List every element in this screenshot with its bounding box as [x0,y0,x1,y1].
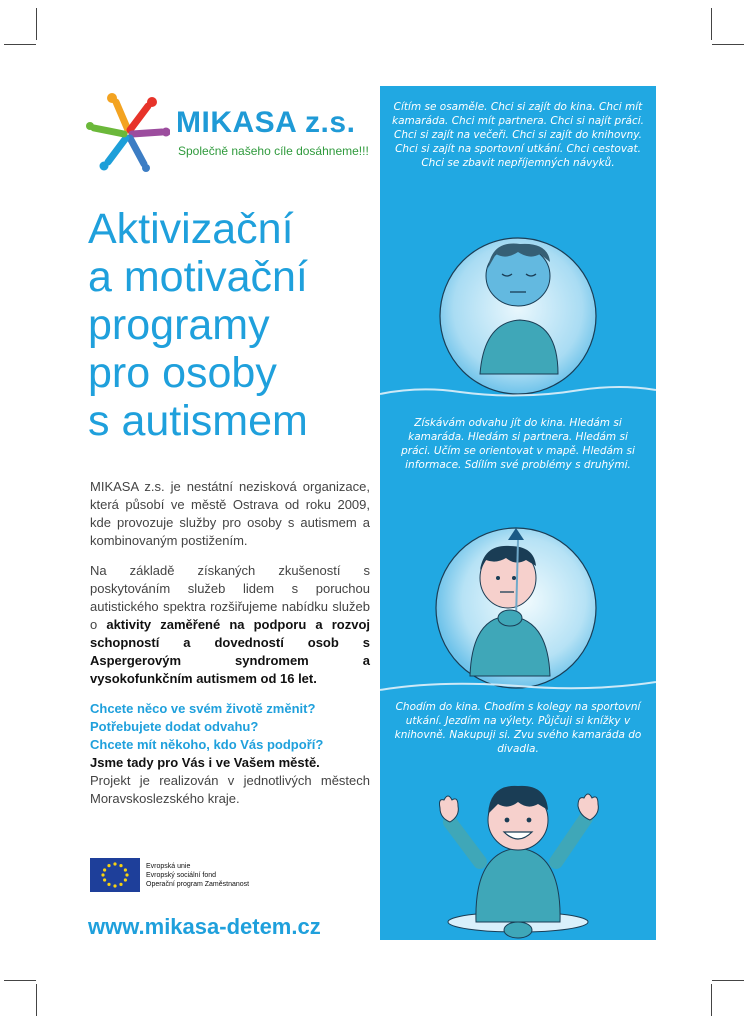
story-panel [380,86,656,940]
body-text [90,478,370,820]
mikasa-logo [86,92,386,172]
title-line: pro osoby [88,349,277,397]
happy-person-illustration [380,762,656,940]
crop-mark [36,8,37,40]
story-text-active: Chodím do kina. Chodím s kolegy na sportovní utkání. Jezdím na výlety. Půjčuji si knížky v knihovně. Nakupuji si. Zvu svého kamaráda do divadla. [394,701,642,755]
question-line: Chcete mít někoho, kdo Vás podpoří? [90,737,324,752]
crop-mark [712,980,744,981]
closing-text: Projekt je realizován v jednotlivých městech Moravskoslezského kraje. [90,773,370,806]
title-line: s autismem [88,397,308,445]
peeking-person-bubble-illustration [380,500,656,700]
crop-mark [4,980,36,981]
colorful-people-star-icon [86,92,170,172]
crop-mark [36,984,37,1016]
closing-headline: Jsme tady pro Vás i ve Vašem městě. [90,755,320,770]
story-text-courage: Získávám odvahu jít do kina. Hledám si kamaráda. Hledám si partnera. Hledám si práci. Učím se orientovat v mapě. Hledám si informace. Sdílím své problémy s druhými. [401,417,635,471]
logo-name: MIKASA z.s. [176,106,356,139]
crop-mark [4,44,36,45]
eu-text-line: Evropská unie [146,863,191,870]
crop-mark [712,44,744,45]
title-line: programy [88,301,270,349]
question-line: Potřebujete dodat odvahu? [90,719,259,734]
services-highlight: aktivity zaměřené na podporu a rozvoj schopností a dovedností osob s Aspergerovým syndromem a vysokofunkčním autismem od 16 let. [90,617,371,686]
title-line: a motivační [88,253,308,301]
eu-text-line: Evropský sociální fond [146,872,217,879]
closing-paragraph [90,754,370,808]
eu-funding-text [146,862,249,889]
eu-flag-icon [90,858,140,892]
questions-block [90,700,370,754]
page-title [88,205,388,445]
story-text-lonely: Cítím se osaměle. Chci si zajít do kina. Chci mít kamaráda. Chci mít partnera. Chci si najít práci. Chci si zajít na večeři. Chci si zajít do knihovny. Chci si zajít na sportovní utkání. Chci cestovat. Chci se zbavit nepříjemných návyků. [392,101,644,169]
website-url[interactable]: www.mikasa-detem.cz [88,914,321,939]
services-intro: Na základě získaných zkušeností s poskytováním služeb lidem s poruchou autistického spektra rozšiřujeme nabídku služeb o [90,563,370,632]
crop-mark [711,8,712,40]
crop-mark [711,984,712,1016]
sad-person-bubble-illustration [380,224,656,424]
title-line: Aktivizační [88,205,294,253]
logo-tagline: Společně našeho cíle dosáhneme!!! [178,144,369,158]
question-line: Chcete něco ve svém životě změnit? [90,701,316,716]
eu-text-line: Operační program Zaměstnanost [146,881,250,888]
services-paragraph [90,562,370,688]
eu-funding-logo [90,858,290,898]
intro-paragraph: MIKASA z.s. je nestátní nezisková organizace, která působí ve městě Ostrava od roku 2009, kde provozuje služby pro osoby s autismem a kombinovaným postižením. [90,479,370,548]
